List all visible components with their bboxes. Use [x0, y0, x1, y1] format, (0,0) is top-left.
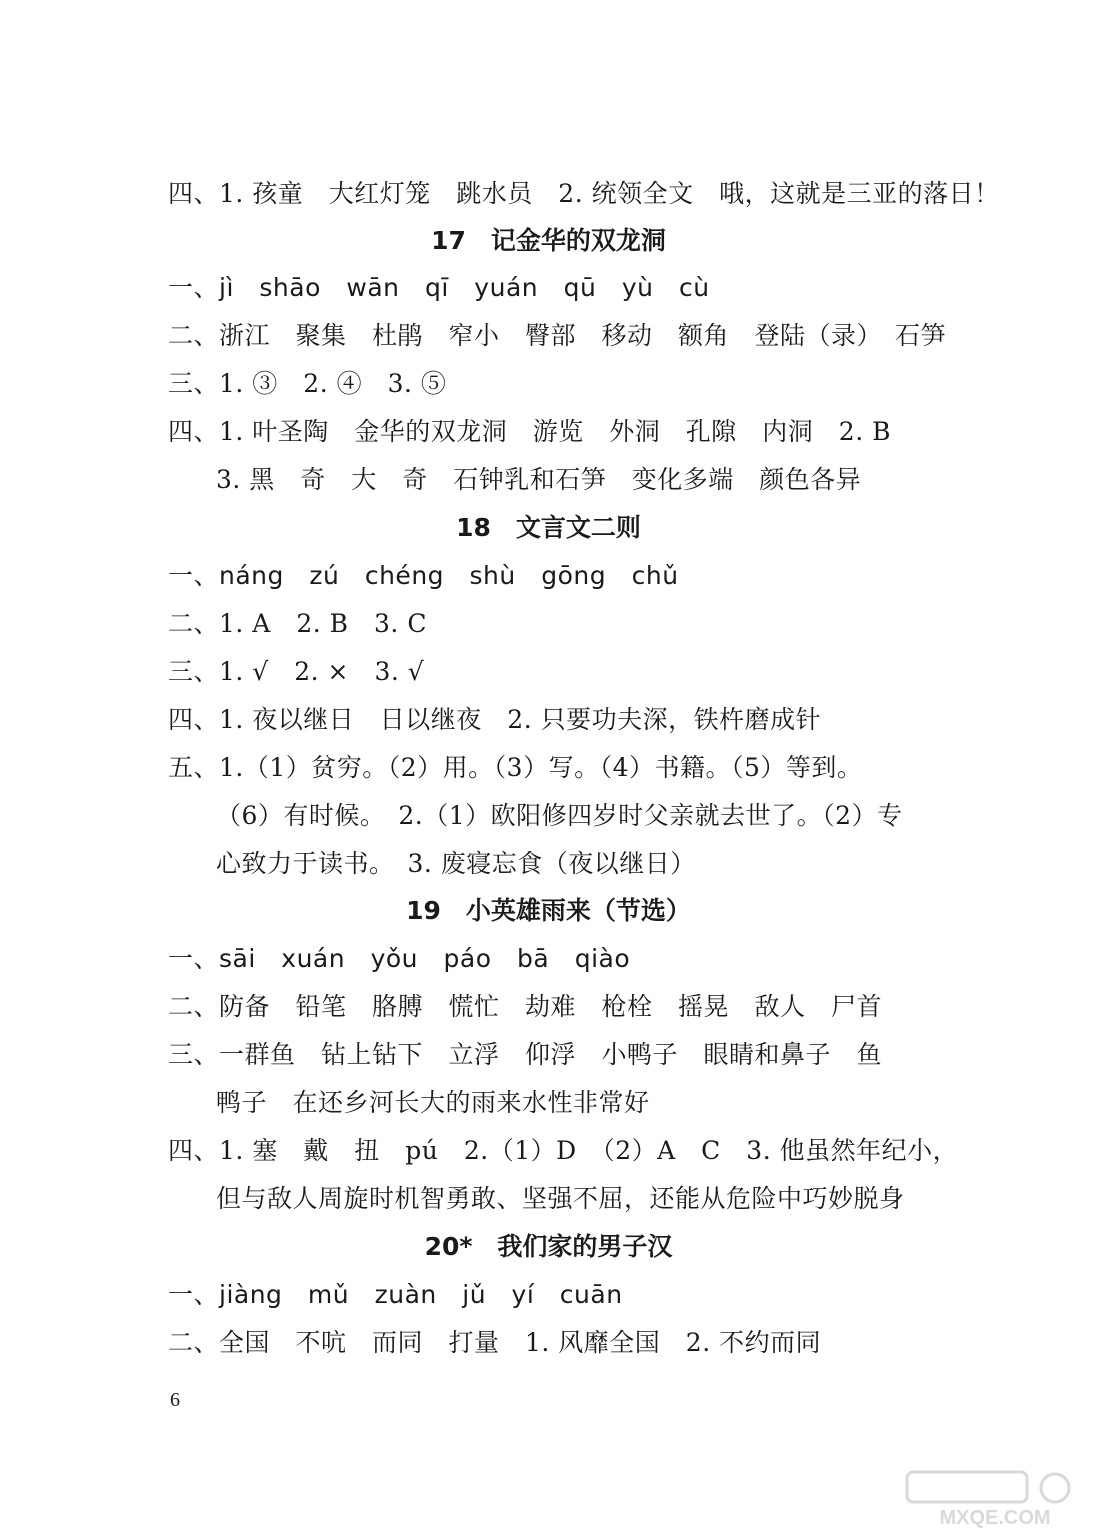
- watermark-logo: [905, 1470, 1085, 1530]
- answer-line: 但与敌人周旋时机智勇敢、坚强不屈，还能从危险中巧妙脱身: [216, 1184, 905, 1213]
- answer-line: 三、1. ③ 2. ④ 3. ⑤: [168, 369, 447, 398]
- answer-line: 二、浙江 聚集 杜鹃 窄小 臀部 移动 额角 登陆（录） 石笋: [168, 321, 947, 350]
- answer-line: 二、全国 不吭 而同 打量 1. 风靡全国 2. 不约而同: [168, 1328, 822, 1357]
- answer-line: 四、1. 塞 戴 扭 pú 2.（1）D （2）A C 3. 他虽然年纪小，: [168, 1136, 959, 1165]
- answer-line: 四、1. 夜以继日 日以继夜 2. 只要功夫深，铁杵磨成针: [168, 705, 822, 734]
- answer-line: 鸭子 在还乡河长大的雨来水性非常好: [216, 1088, 650, 1117]
- answer-line: 心致力于读书。 3. 废寝忘食（夜以继日）: [216, 849, 696, 878]
- answer-line: （6）有时候。 2.（1）欧阳修四岁时父亲就去世了。（2）专: [216, 801, 903, 830]
- answer-line: 三、一群鱼 钻上钻下 立浮 仰浮 小鸭子 眼睛和鼻子 鱼: [168, 1040, 883, 1069]
- lesson-title: 20* 我们家的男子汉: [424, 1232, 673, 1261]
- answer-line: 四、1. 孩童 大红灯笼 跳水员 2. 统领全文 哦，这就是三亚的落日！: [168, 179, 1000, 208]
- answer-line: 一、jiàng mǔ zuàn jǔ yí cuān: [168, 1280, 623, 1309]
- lesson-title: 18 文言文二则: [456, 513, 641, 542]
- watermark-text: MXQE.COM: [939, 1507, 1051, 1529]
- answer-line: 三、1. √ 2. × 3. √: [168, 657, 425, 686]
- answer-line: 一、jì shāo wān qī yuán qū yù cù: [168, 273, 710, 302]
- answer-line: 四、1. 叶圣陶 金华的双龙洞 游览 外洞 孔隙 内洞 2. B: [168, 417, 891, 446]
- answer-line: 3. 黑 奇 大 奇 石钟乳和石笋 变化多端 颜色各异: [216, 465, 862, 494]
- answer-line: 二、1. A 2. B 3. C: [168, 609, 427, 638]
- answer-line: 一、sāi xuán yǒu páo bā qiào: [168, 944, 631, 973]
- lesson-title: 17 记金华的双龙洞: [431, 226, 666, 255]
- answer-line: 一、náng zú chéng shù gōng chǔ: [168, 561, 679, 590]
- answer-line: 五、1.（1）贫穷。（2）用。（3）写。（4）书籍。（5）等到。: [168, 753, 863, 782]
- lesson-title: 19 小英雄雨来（节选）: [406, 896, 691, 925]
- answer-line: 二、防备 铅笔 胳膊 慌忙 劫难 枪栓 摇晃 敌人 尸首: [168, 992, 883, 1021]
- page-number: 6: [170, 1389, 180, 1411]
